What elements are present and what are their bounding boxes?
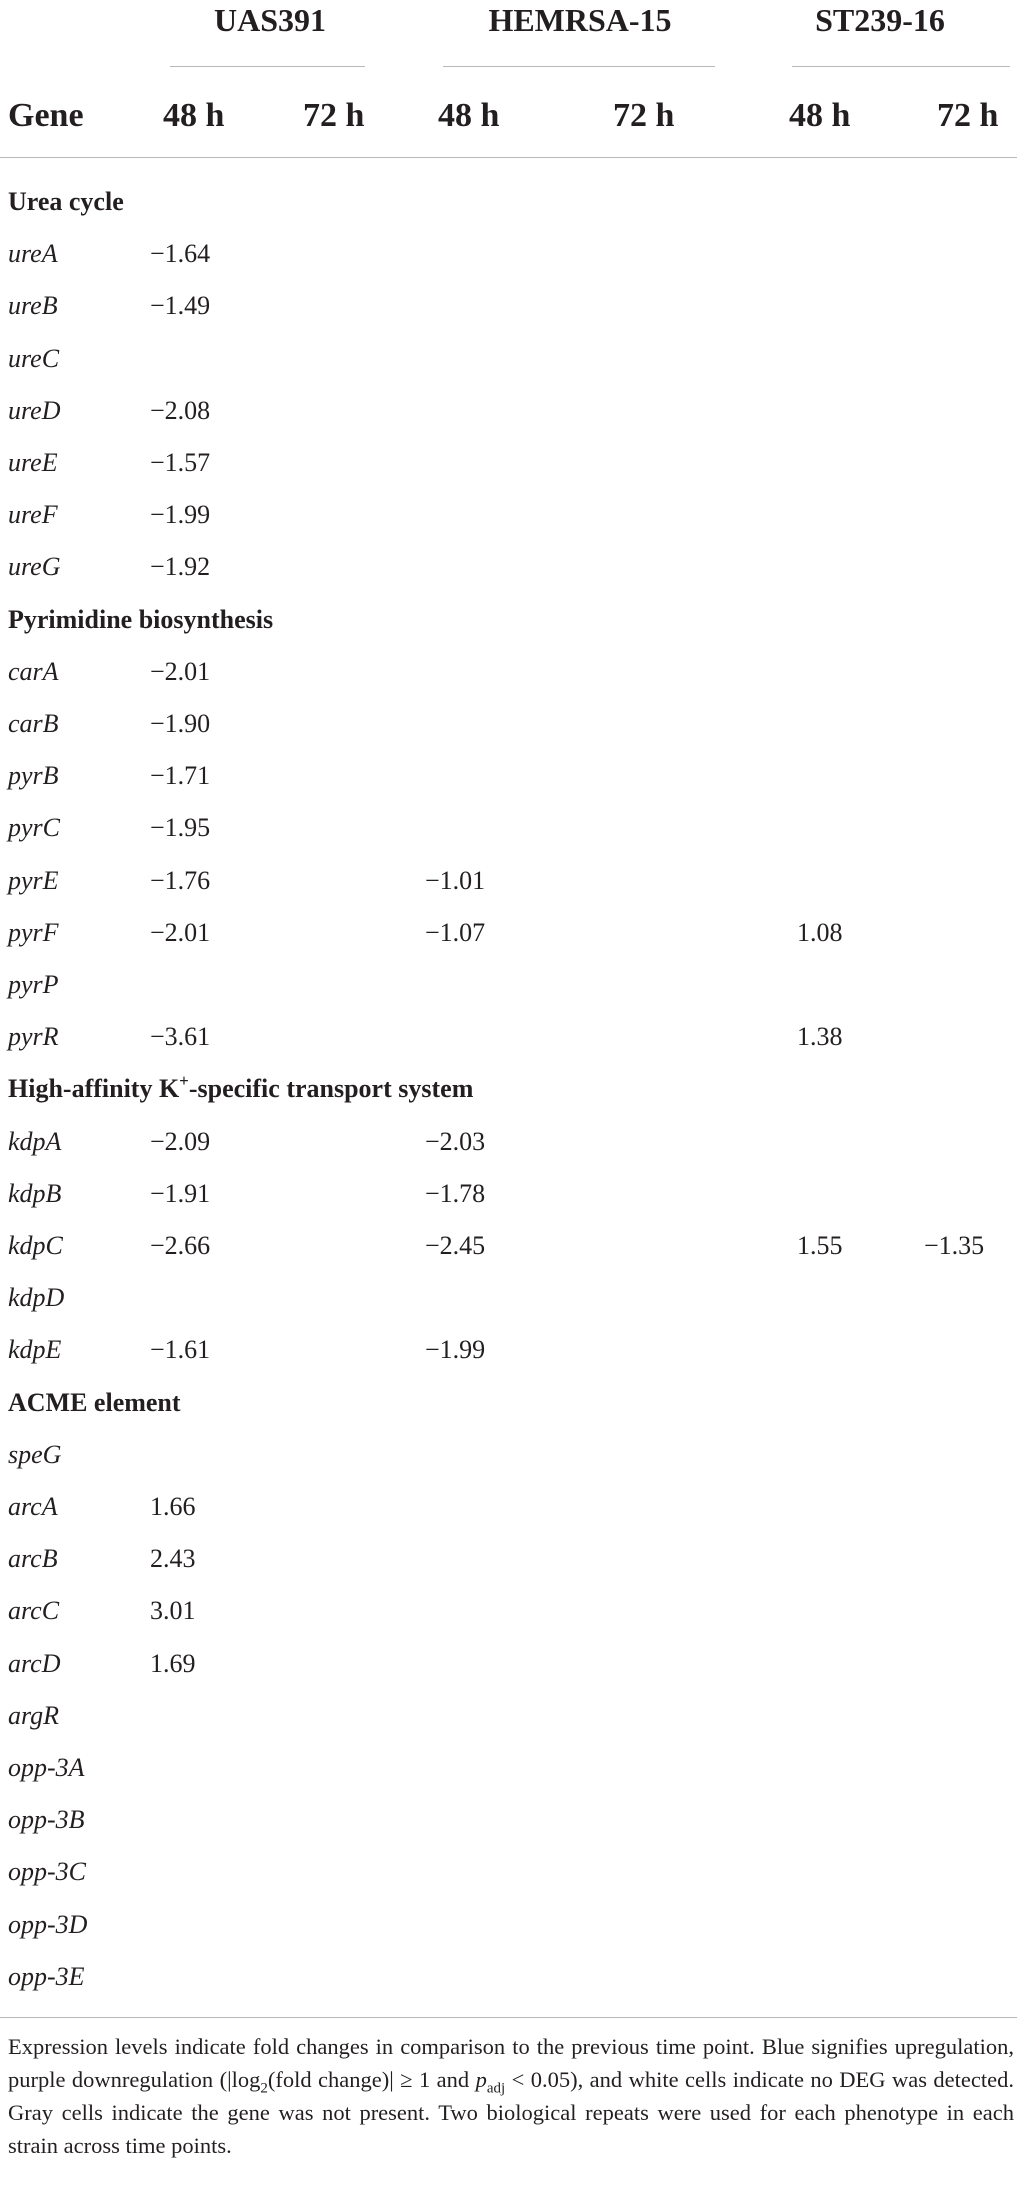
cell-uas391-48h: −2.08	[150, 395, 211, 425]
cell-uas391-48h: −1.76	[150, 865, 211, 895]
gene-name: pyrP	[8, 970, 59, 999]
footnote-log-subscript: 2	[260, 2080, 268, 2097]
cell-uas391-48h: −1.95	[150, 813, 211, 843]
gene-name: carA	[8, 656, 59, 686]
cell-uas391-48h: −1.71	[150, 761, 211, 791]
section-title-text: Urea cycle	[8, 187, 124, 216]
table-row	[0, 1324, 1021, 1376]
table-row	[0, 1794, 1021, 1846]
table-row	[0, 959, 1021, 1011]
cell-hemrsa15-48h: −2.45	[425, 1231, 486, 1260]
table-row	[0, 1533, 1021, 1585]
table-row	[0, 385, 1021, 437]
table-row	[0, 541, 1021, 593]
cell-st23916-72h: −1.35	[924, 1231, 985, 1260]
section-title-text: Pyrimidine biosynthesis	[8, 604, 274, 634]
strain-rule-st23916	[792, 66, 1010, 67]
cell-st23916-48h: 1.38	[797, 1022, 843, 1052]
gene-name: ureG	[8, 552, 61, 582]
strain-rule-hemrsa15	[443, 66, 715, 67]
gene-name: pyrE	[8, 865, 59, 895]
footer-rule	[0, 2017, 1017, 2018]
gene-name: arcA	[8, 1492, 58, 1521]
table-row	[0, 1690, 1021, 1742]
cell-st23916-48h: 1.55	[797, 1231, 843, 1260]
section-title	[8, 1063, 473, 1115]
table-row	[0, 855, 1021, 907]
cell-hemrsa15-48h: −1.99	[425, 1335, 486, 1365]
col-hemrsa15-48h: 48 h	[438, 97, 500, 134]
gene-name: kdpC	[8, 1231, 63, 1260]
cell-st23916-48h: 1.08	[797, 917, 843, 947]
gene-name: arcB	[8, 1544, 58, 1574]
table-row	[0, 750, 1021, 802]
gene-name: kdpA	[8, 1126, 62, 1156]
col-st23916-72h: 72 h	[937, 97, 999, 134]
table-row	[0, 1011, 1021, 1063]
gene-name: kdpE	[8, 1335, 62, 1365]
cell-hemrsa15-48h: −1.07	[425, 917, 486, 947]
cell-uas391-48h: −1.91	[150, 1178, 211, 1208]
cell-uas391-48h: 2.43	[150, 1544, 196, 1574]
table-row	[0, 437, 1021, 489]
section-title-text: High-affinity K	[8, 1074, 180, 1104]
gene-name: ureD	[8, 395, 61, 425]
cell-uas391-48h: −1.61	[150, 1335, 211, 1365]
table-row	[0, 1585, 1021, 1637]
gene-name: kdpB	[8, 1178, 62, 1208]
cell-uas391-48h: −2.09	[150, 1126, 211, 1156]
gene-name: speG	[8, 1439, 62, 1469]
table-row	[0, 907, 1021, 959]
footnote-text-1: Expression levels indicate fold changes in comparison to the previous time point. Blue signifies upregulation, purple downregulation (|log	[8, 2034, 1014, 2092]
gene-name: arcD	[8, 1648, 61, 1678]
section-title	[8, 1377, 181, 1429]
header-rule	[0, 157, 1017, 158]
cell-uas391-48h: 3.01	[150, 1596, 196, 1626]
table-row	[0, 1429, 1021, 1481]
gene-name: ureF	[8, 500, 58, 530]
section-header-row	[0, 594, 1021, 646]
gene-column-header: Gene	[8, 97, 84, 134]
strain-header-uas391: UAS391	[213, 2, 326, 38]
gene-name: pyrF	[8, 917, 59, 947]
table-row	[0, 280, 1021, 332]
cell-uas391-48h: 1.69	[150, 1648, 196, 1678]
cell-hemrsa15-48h: −1.01	[425, 865, 486, 895]
col-st23916-48h: 48 h	[789, 97, 851, 134]
footnote-text-3: < 0.05), and white cells indicate no DEG was detected. Gray cells indicate the gene was not present. Two biological repeats were used for each phenotype in each strain across time points.	[8, 2067, 1015, 2158]
gene-name: pyrB	[8, 761, 59, 791]
section-header-row	[0, 1063, 1021, 1115]
cell-uas391-48h: −1.90	[150, 709, 211, 738]
gene-name: ureA	[8, 239, 58, 269]
col-uas391-48h: 48 h	[163, 97, 225, 134]
gene-name: opp-3B	[8, 1805, 85, 1835]
section-title-text-continued: -specific transport system	[188, 1074, 474, 1104]
col-hemrsa15-72h: 72 h	[613, 97, 675, 134]
table-row	[0, 1638, 1021, 1690]
table-row	[0, 1272, 1021, 1324]
footnote-p-symbol: p	[475, 2067, 487, 2092]
footnote-adj-subscript: adj	[486, 2080, 506, 2097]
section-title-superscript: +	[179, 1070, 189, 1090]
gene-name: argR	[8, 1700, 60, 1730]
cell-uas391-48h: 1.66	[150, 1492, 196, 1521]
cell-uas391-48h: −2.66	[150, 1231, 211, 1260]
table-row	[0, 1846, 1021, 1898]
table-row	[0, 333, 1021, 385]
section-header-row	[0, 1377, 1021, 1429]
gene-name: opp-3D	[8, 1909, 88, 1939]
table-row	[0, 228, 1021, 280]
cell-uas391-48h: −1.92	[150, 552, 211, 582]
gene-name: arcC	[8, 1596, 60, 1626]
cell-hemrsa15-48h: −1.78	[425, 1178, 486, 1208]
table-row	[0, 489, 1021, 541]
strain-header-hemrsa15: HEMRSA-15	[488, 2, 672, 38]
table-row	[0, 1951, 1021, 2003]
section-title	[8, 594, 273, 646]
section-title-text: ACME element	[8, 1387, 181, 1417]
gene-name: ureE	[8, 448, 58, 477]
gene-name: opp-3C	[8, 1857, 86, 1887]
gene-name: opp-3A	[8, 1753, 85, 1782]
col-uas391-72h: 72 h	[303, 97, 365, 134]
table-row	[0, 1168, 1021, 1220]
gene-name: carB	[8, 709, 59, 738]
table-row	[0, 1899, 1021, 1951]
gene-name: opp-3E	[8, 1961, 85, 1991]
cell-uas391-48h: −1.49	[150, 291, 211, 321]
footnote-text-2: (fold change)| ≥ 1 and	[267, 2067, 476, 2092]
gene-name: pyrC	[8, 813, 60, 843]
table-row	[0, 802, 1021, 854]
section-title	[8, 176, 124, 228]
table-row	[0, 1742, 1021, 1794]
cell-uas391-48h: −1.99	[150, 500, 211, 530]
table-footnote	[8, 2030, 1014, 2162]
gene-name: pyrR	[8, 1022, 59, 1052]
gene-name: ureB	[8, 291, 58, 321]
table-row	[0, 698, 1021, 750]
cell-uas391-48h: −1.57	[150, 448, 211, 477]
section-header-row	[0, 176, 1021, 228]
cell-uas391-48h: −1.64	[150, 239, 211, 269]
gene-name: ureC	[8, 343, 60, 373]
cell-uas391-48h: −2.01	[150, 656, 211, 686]
table-row	[0, 1116, 1021, 1168]
table-row	[0, 646, 1021, 698]
gene-name: kdpD	[8, 1283, 65, 1313]
cell-hemrsa15-48h: −2.03	[425, 1126, 486, 1156]
strain-rule-uas391	[170, 66, 365, 67]
cell-uas391-48h: −3.61	[150, 1022, 211, 1052]
table-row	[0, 1481, 1021, 1533]
cell-uas391-48h: −2.01	[150, 917, 211, 947]
strain-header-st23916: ST239-16	[815, 2, 945, 38]
table-row	[0, 1220, 1021, 1272]
